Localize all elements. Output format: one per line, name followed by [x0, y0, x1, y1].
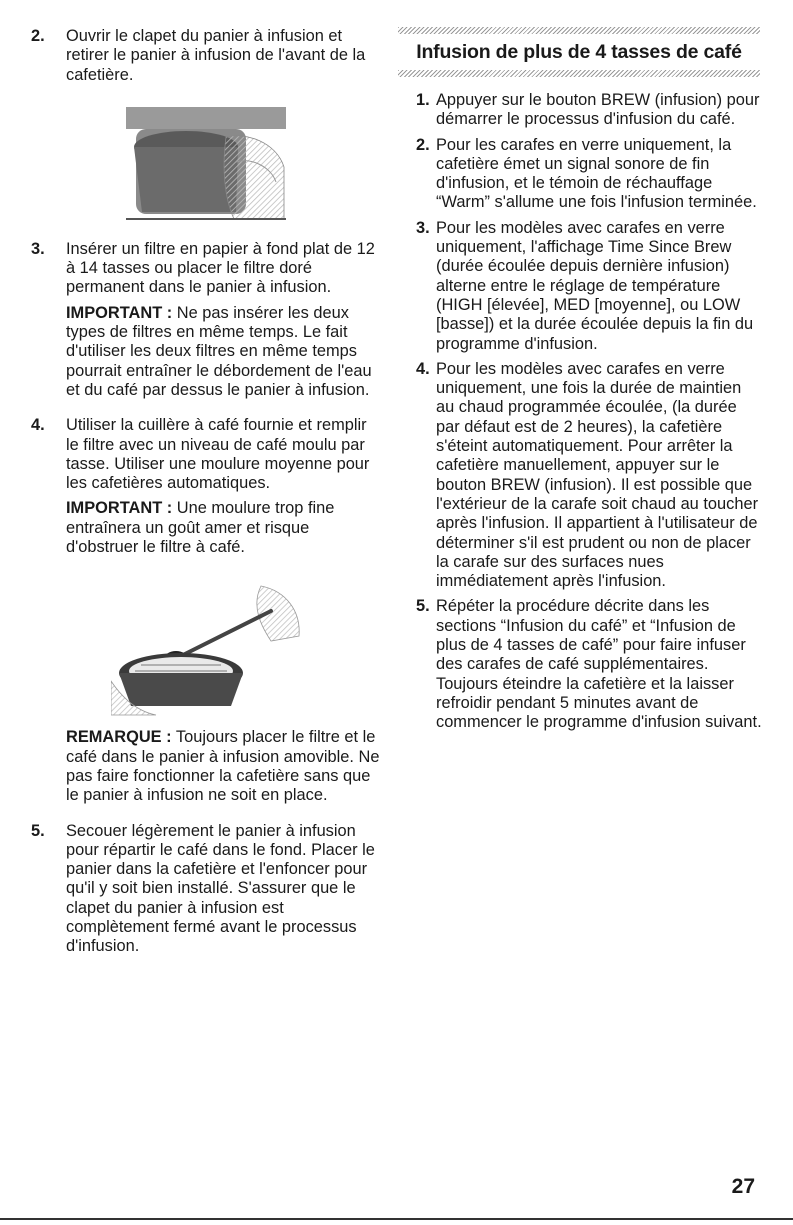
step-number: 4. — [416, 359, 430, 378]
step-text: Utiliser la cuillère à café fournie et remplir le filtre avec un niveau de café moulu par tasse. Utiliser une moulure moyenne pour les cafetières automatiques. — [66, 416, 370, 493]
brew-step-4 — [416, 360, 762, 592]
step-text: Appuyer sur le bouton BREW (infusion) pour démarrer le processus d'infusion du café. — [436, 91, 760, 129]
brew-step-1 — [416, 91, 762, 130]
step-number: 5. — [31, 821, 45, 840]
important-note — [66, 304, 381, 400]
step-text: Pour les modèles avec carafes en verre uniquement, l'affichage Time Since Brew (durée écoulée depuis dernière infusion) alterne entre le réglage de température (HIGH [élevée], MED [moyenne], ou LOW [basse]) et la durée écoulée depuis la fin du programme d'infusion. — [436, 218, 754, 353]
note-text: Une moulure trop fine entraînera un goût amer et risque d'obstruer le filtre à café. — [66, 499, 335, 557]
step-text: Ouvrir le clapet du panier à infusion et retirer le panier à infusion de l'avant de la cafetière. — [66, 27, 366, 84]
coffee-scoop-filter-illustration — [111, 581, 301, 716]
step-5 — [31, 822, 381, 957]
step-3 — [31, 240, 381, 400]
step-2 — [31, 27, 381, 85]
brew-step-5 — [416, 597, 762, 732]
step-text: Pour les carafes en verre uniquement, la cafetière émet un signal sonore de fin d'infusion, et le témoin de réchauffage “Warm” s'allume une fois l'infusion terminée. — [436, 135, 757, 212]
step-text: Insérer un filtre en papier à fond plat de 12 à 14 tasses ou placer le filtre doré permanent dans le panier à infusion. — [66, 239, 375, 297]
brew-basket-removal-illustration — [126, 107, 286, 222]
remarque-text: Toujours placer le filtre et le café dans le panier à infusion amovible. Ne pas faire fonctionner la cafetière sans que le panier à infusion ne soit en place. — [66, 728, 380, 805]
important-note — [66, 499, 381, 557]
step-text: Pour les modèles avec carafes en verre uniquement, une fois la durée de maintien au chaud programmée écoulée, (la durée par défaut est de 2 heures), la cafetière s'éteint automatiquement. Pour arrêter la cafetière manuellement, appuyer sur le bouton BREW (infusion). Il est possible que l'extérieur de la carafe soit chaud au toucher après l'infusion. Il appartient à l'utilisateur de déterminer s'il est prudent ou non de placer la carafe sur des surfaces nues immédiatement après l'infusion. — [436, 359, 759, 591]
section-heading — [398, 27, 760, 77]
note-label: IMPORTANT : — [66, 499, 173, 518]
step-number: 2. — [31, 27, 45, 45]
step-text: Secouer légèrement le panier à infusion pour répartir le café dans le fond. Placer le panier dans la cafetière et l'enfoncer pour qu'il y soit bien installé. S'assurer que le clapet du panier à infusion est complètement fermé avant le processus d'infusion. — [66, 821, 375, 956]
step-number: 5. — [416, 597, 430, 616]
step-number: 3. — [31, 239, 45, 258]
step-number: 2. — [416, 135, 430, 154]
brew-step-3 — [416, 219, 762, 354]
right-column — [416, 27, 762, 733]
step-number: 4. — [31, 416, 45, 435]
page-number: 27 — [731, 1175, 755, 1198]
remarque-note — [31, 728, 381, 805]
heading-bottom-rule — [398, 70, 760, 77]
step-number: 3. — [416, 218, 430, 237]
section-title: Infusion de plus de 4 tasses de café — [416, 41, 742, 63]
note-label: IMPORTANT : — [66, 303, 173, 322]
page-bottom-rule — [0, 1218, 793, 1220]
brew-step-2 — [416, 136, 762, 213]
left-column — [31, 27, 381, 957]
step-4 — [31, 416, 381, 557]
step-text: Répéter la procédure décrite dans les sections “Infusion du café” et “Infusion de plus de 4 tasses de café” pour faire infuser des carafes de café supplémentaires. Toujours éteindre la cafetière et la laisser refroidir pendant 5 minutes avant de commencer le programme d'infusion suivant. — [436, 597, 762, 732]
note-text: Ne pas insérer les deux types de filtres en même temps. Le fait d'utiliser les deux filtres en même temps pourrait entraîner le débordement de l'eau et du café par dessus le panier à infusion. — [66, 303, 372, 399]
heading-top-rule — [398, 27, 760, 34]
step-number: 1. — [416, 91, 430, 109]
remarque-label: REMARQUE : — [66, 728, 172, 747]
